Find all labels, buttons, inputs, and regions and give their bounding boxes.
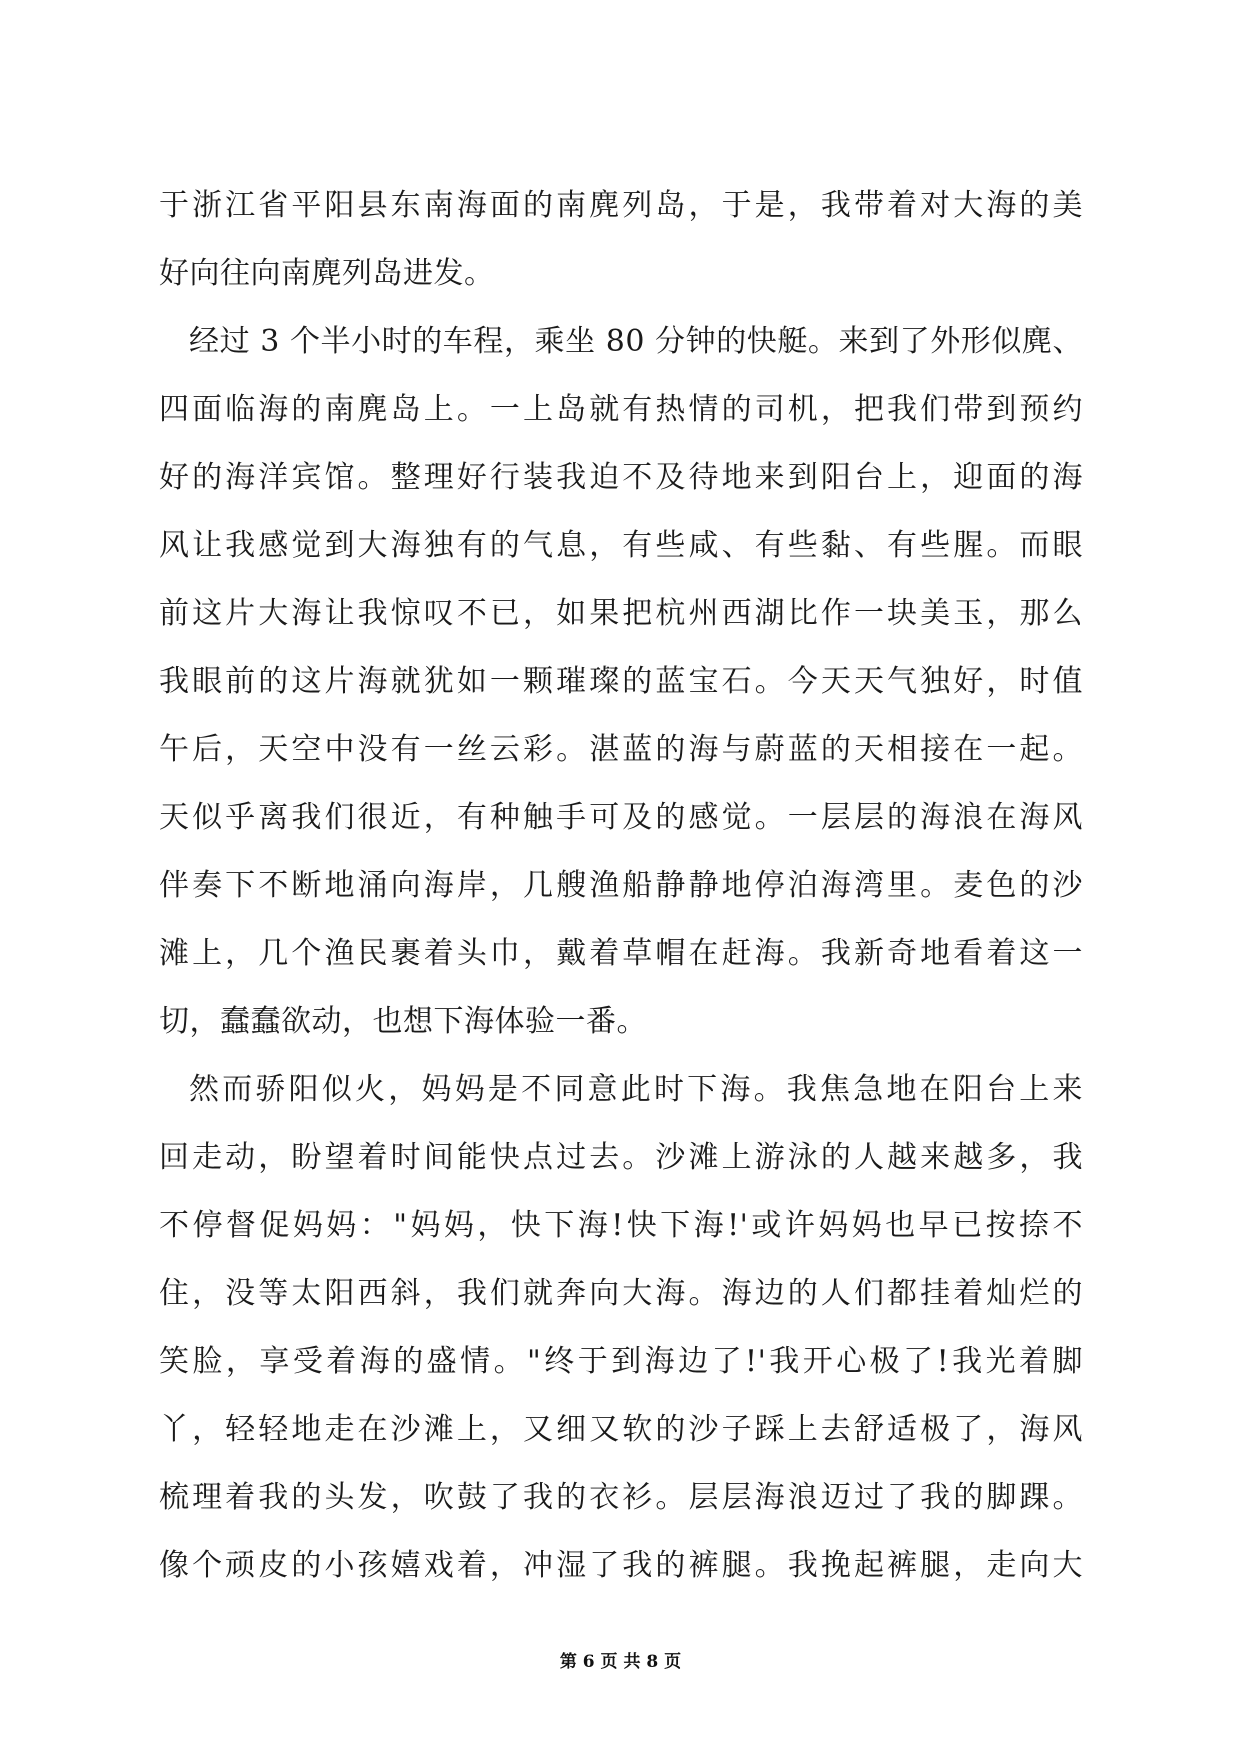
- text-line: 四面临海的南麂岛上。一上岛就有热情的司机，把我们带到预约: [159, 392, 1083, 427]
- text-line: 切，蠢蠢欲动，也想下海体验一番。: [159, 1004, 647, 1039]
- text-line: 梳理着我的头发，吹鼓了我的衣衫。层层海浪迈过了我的脚踝。: [159, 1480, 1083, 1515]
- text-line: 经过 3 个半小时的车程，乘坐 80 分钟的快艇。来到了外形似麂、: [189, 324, 1083, 359]
- body-text: [159, 172, 1083, 1600]
- text-line: 丫，轻轻地走在沙滩上，又细又软的沙子踩上去舒适极了，海风: [159, 1412, 1083, 1447]
- text-line: 然而骄阳似火，妈妈是不同意此时下海。我焦急地在阳台上来: [189, 1072, 1083, 1107]
- text-line: 好向往向南麂列岛进发。: [159, 256, 495, 291]
- text-line: 好的海洋宾馆。整理好行装我迫不及待地来到阳台上，迎面的海: [159, 460, 1083, 495]
- text-line: 午后，天空中没有一丝云彩。湛蓝的海与蔚蓝的天相接在一起。: [159, 732, 1083, 767]
- text-line: 回走动，盼望着时间能快点过去。沙滩上游泳的人越来越多，我: [159, 1140, 1083, 1175]
- text-line: 于浙江省平阳县东南海面的南麂列岛，于是，我带着对大海的美: [159, 188, 1083, 223]
- text-line: 天似乎离我们很近，有种触手可及的感觉。一层层的海浪在海风: [159, 800, 1083, 835]
- text-line: 风让我感觉到大海独有的气息，有些咸、有些黏、有些腥。而眼: [159, 528, 1083, 563]
- text-line: 我眼前的这片海就犹如一颗璀璨的蓝宝石。今天天气独好，时值: [159, 664, 1083, 699]
- text-line: 住，没等太阳西斜，我们就奔向大海。海边的人们都挂着灿烂的: [159, 1276, 1083, 1311]
- text-line: 像个顽皮的小孩嬉戏着，冲湿了我的裤腿。我挽起裤腿，走向大: [159, 1548, 1083, 1583]
- page-number-footer: 第 6 页 共 8 页: [559, 1652, 682, 1672]
- text-line: 不停督促妈妈："妈妈，快下海!快下海!'或许妈妈也早已按捺不: [159, 1208, 1083, 1243]
- text-line: 伴奏下不断地涌向海岸，几艘渔船静静地停泊海湾里。麦色的沙: [159, 868, 1083, 903]
- text-line: 前这片大海让我惊叹不已，如果把杭州西湖比作一块美玉，那么: [159, 596, 1083, 631]
- text-line: 滩上，几个渔民裹着头巾，戴着草帽在赶海。我新奇地看着这一: [159, 936, 1083, 971]
- text-line: 笑脸，享受着海的盛情。"终于到海边了!'我开心极了!我光着脚: [159, 1344, 1083, 1379]
